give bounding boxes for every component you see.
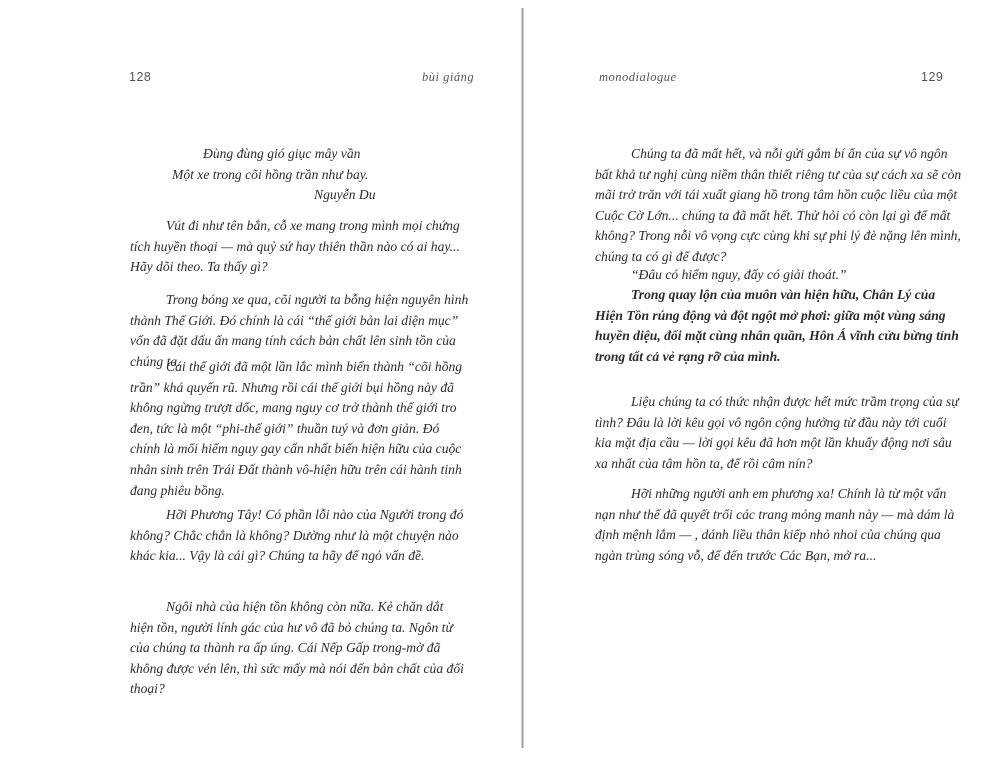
left-paragraph-1: Vút đi như tên bắn, cỗ xe mang trong mình mọi chứng tích huyền thoại — mà quỷ sứ hay thiên thần nào có ai hay... Hãy dõi theo. Ta thấy gì? (130, 218, 460, 275)
right-paragraph-1: Chúng ta đã mất hết, và nỗi gửi gắm bí ẩn của sự vô ngôn bất khả tư nghị cùng niềm thân thiết riêng tư của sự cách xa sẽ còn mãi trở trăn với tái xuất giang hồ trong tâm hồn cuộc liều của một Cuộc Cờ Lớn... chúng ta đã mất hết. Thử hỏi có còn lại gì để mất không? Trong nỗi vô vọng cực cùng khi sự phi lý đè nặng lên mình, chúng ta có gì để được? (595, 146, 962, 264)
running-head-left: bùi giáng (422, 70, 475, 84)
right-paragraph-2: Liệu chúng ta có thức nhận được hết mức trầm trọng của sự tình? Đâu là lời kêu gọi vô ngôn cộng hưởng từ đầu này tới cuối kia mặt địa cầu — lời gọi kêu đã hơn một lần khuấy động nơi sâu xa nhất của tâm hồn ta, để rồi câm nín? (595, 394, 959, 471)
left-paragraph-3: Cái thế giới đã một lần lắc mình biến thành “cõi hồng trần” khá quyến rũ. Nhưng rồi cái thế giới bụi hồng này đã không ngừng trượt dốc, mang nguy cơ trở thành thế giới tro đen, tức là một “phi-thế giới” thuần tuý và đơn giản. Đó chính là mối hiểm nguy gay cấn nhất biến hiện hữu của cuộc nhân sinh trên Trái Đất thành vô-hiện hữu trên cái hành tinh đang phiêu bồng. (130, 359, 463, 498)
epigraph-line-2: Một xe trong cõi hồng trần như bay. (172, 166, 369, 182)
page-number-left: 128 (129, 70, 152, 84)
left-paragraph-2: Trong bóng xe qua, cõi người ta bỗng hiện nguyên hình thành Thế Giới. Đó chính là cái “thế giới bản lai diện mục” vốn đã đặt dấu ấn mang tính cách bản chất lên sinh tồn của chúng ta. (130, 292, 469, 369)
right-paragraph-3: Hỡi những người anh em phương xa! Chính là từ một vấn nạn như thế đã quyết trổi các trang mỏng manh này — mà dám là định mệnh lắm — , dánh liều thân kiếp nhỏ nhoi của chúng qua ngàn trùng sóng vỗ, để đến trước Các Bạn, mở ra... (595, 486, 955, 563)
right-bold-paragraph: Trong quay lộn của muôn vàn hiện hữu, Chân Lý của Hiện Tồn rúng động và đột ngột mở phơi: giữa một vùng sáng huyền diệu, đối mặt cùng nhân quần, Hôn Á vĩnh cửu bừng tỉnh trong tất cả vẻ rạng rỡ của mình. (595, 287, 959, 364)
epigraph-line-1: Đùng đùng gió giục mây vần (203, 146, 361, 161)
right-page (526, 0, 990, 765)
running-head-right: monodialogue (599, 70, 677, 84)
page-number-right: 129 (921, 70, 944, 84)
right-quote: “Đâu có hiểm nguy, đấy có giải thoát.” (631, 267, 847, 282)
epigraph-author: Nguyễn Du (314, 187, 376, 203)
left-paragraph-5: Ngôi nhà của hiện tồn không còn nữa. Kẻ chăn dắt hiện tồn, người lính gác của hư vô đã bỏ chúng ta. Ngôn từ của chúng ta thành ra ấp úng. Cái Nếp Gấp trong-mờ đã không được vén lên, thì sức mấy mà nói đến bản chất của đối thoại? (130, 599, 464, 697)
book-gutter (521, 8, 524, 748)
left-paragraph-4: Hỡi Phương Tây! Có phần lỗi nào của Người trong đó không? Chắc chắn là không? Dường như là một chuyện nào khác kia... Vậy là cái gì? Chúng ta hãy để ngỏ vấn đề. (130, 507, 464, 564)
